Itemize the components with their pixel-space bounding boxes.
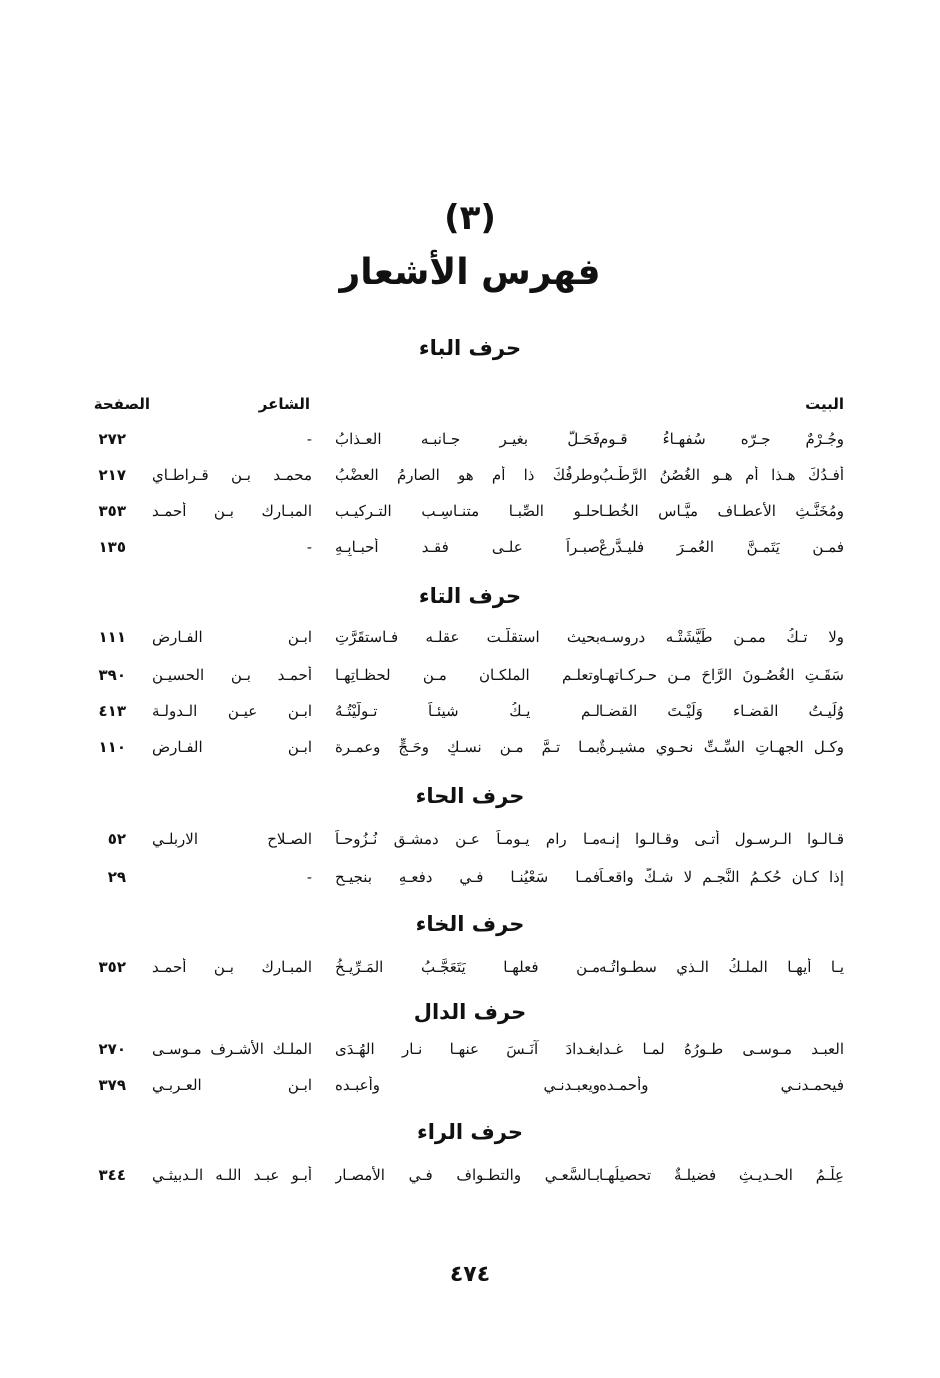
page-ref: ٣٤٤ [98,1166,126,1184]
poet-name: الملـك الأشـرف مـوسـى [152,1040,312,1058]
page-ref: ٣٥٣ [98,502,126,520]
verse-first-hemistich: قـالـوا الـرسـول أتـى وقـالـوا إنـه [599,830,844,848]
section-heading: حرف الخاء [415,912,525,936]
table-row [0,702,940,732]
poet-name: ابـن عيـن الـدولـة [152,702,312,720]
table-row [0,502,940,532]
section-heading: حرف الحاء [415,784,525,808]
verse-first-hemistich: عِلْـمُ الحـديـثِ فضيلـةٌ تحصيلُهـا [599,1166,844,1184]
poet-name: أحمـد بـن الحسيـن [152,666,312,684]
table-row [0,666,940,696]
table-row [0,430,940,460]
poet-name: ابـن العـربـي [152,1076,312,1094]
verse-second-hemistich: بمـا تـمَّ مـن نسـكٍ وحَـجٍّ وعمـرة [335,738,600,756]
verse-first-hemistich: إذا كـان حُكـمُ النَّجـم لا شـكَّ واقعـاً [599,868,844,886]
page-ref: ٢١٧ [98,466,126,484]
page-number: ٤٧٤ [449,1262,491,1287]
page-ref: ٤١٣ [98,702,126,720]
verse-second-hemistich: بغـدادَ آنَـسَ عنهـا نـار الهُـدَى [335,1040,600,1058]
page-ref: ١١٠ [98,738,126,756]
verse-first-hemistich: أفـدُكَ هـذا أم هـو الغُصُنُ الرَّطْـبُ [599,466,844,484]
verse-second-hemistich: وتعلـم الملكـان مـن لحظـاتِهـا [335,666,600,684]
page-column-header: الصفحة [93,395,150,413]
verse-second-hemistich: فَحَـلَّ بغيـر جـانبـه العـذابُ [335,430,600,448]
table-row [0,1166,940,1196]
table-row [0,868,940,898]
verse-second-hemistich: صبـراً علـى فقـد أحبـابِـهِ [335,538,600,556]
table-row [0,628,940,658]
section-heading: حرف الباء [418,336,522,360]
verse-column-header: البيت [805,395,844,413]
poet-column-header: الشاعر [258,395,310,413]
table-row [0,738,940,768]
page-ref: ١١١ [98,628,126,646]
verse-first-hemistich: فيحمـدنـي وأحمـده [599,1076,844,1094]
verse-second-hemistich: حلـو الصِّبـا متنـاسِـب التـركيـب [335,502,600,520]
verse-second-hemistich: وطرفُكَ ذا أم هو الصارمُ العضْبُ [335,466,600,484]
poet-name: ابـن الفـارض [152,628,312,646]
chapter-number: (٣) [444,198,496,238]
verse-first-hemistich: فمـن يَتَمـنَّ العُمـرَ فليـدَّرِعْ [599,538,844,556]
page-ref: ١٣٥ [98,538,126,556]
table-row [0,958,940,988]
verse-first-hemistich: ومُخَنَّـثِ الأعطـاف ميَّـاس الخُطـا [599,502,844,520]
verse-first-hemistich: ولا تـكُ ممـن طَيَّشَتْـه دروسـه [599,628,844,646]
verse-first-hemistich: وجُـرْمٌ جـرّه سُفهـاءُ قـوم [599,430,844,448]
page-ref: ٢٧٠ [98,1040,126,1058]
table-header [0,395,940,425]
page-ref: ٢٧٢ [98,430,126,448]
verse-second-hemistich: ويعبـدنـي وأعبـده [335,1076,600,1094]
verse-first-hemistich: سَقَـتِ الغُصُـونَ الرَّاحَ مـن حـركـاتهـا [599,666,844,684]
poet-name: - [306,538,312,556]
verse-second-hemistich: لـم يـكُ شيئـاً تـولَّيْتُـهُ [335,702,600,720]
verse-second-hemistich: بحيث استقلَّـت عقلـه فـاستقَرَّتِ [335,628,600,646]
verse-second-hemistich: مـا رام يـومـاً عـن دمشـق نُـزُوحـاً [335,830,600,848]
poet-name: محمـد بـن قـراطـاي [152,466,312,484]
table-row [0,1076,940,1106]
poet-name: الصـلاح الاربلـي [152,830,312,848]
table-row [0,538,940,568]
verse-first-hemistich: وكـل الجهـاتِ السِّـتِّ نحـوي مشيـرةٌ [599,738,844,756]
page-ref: ٣٩٠ [98,666,126,684]
section-heading: حرف التاء [418,584,522,608]
page-ref: ٥٢ [107,830,126,848]
poet-name: أبـو عبـد اللـه الـدبيثـي [152,1166,312,1184]
page-ref: ٢٩ [107,868,126,886]
table-row [0,830,940,860]
verse-second-hemistich: فمـا سَعْيُنـا فـي دفعـهِ بنجيـح [335,868,600,886]
verse-first-hemistich: يـا أيهـا الملـكُ الـذي سطـواتُـه [599,958,844,976]
chapter-title: فهرس الأشعار [339,252,601,293]
poet-name: ابـن الفـارض [152,738,312,756]
verse-first-hemistich: وُلِّيـتُ القضـاء وَلَيْـتَ القضـا [599,702,844,720]
verse-second-hemistich: مـن فعلهـا يَتَعَجَّـبُ المَـرِّيـخُ [335,958,600,976]
section-heading: حرف الدال [413,1000,527,1024]
verse-second-hemistich: بـالسَّعـي والتطـواف فـي الأمصـار [335,1166,600,1184]
poet-name: - [306,430,312,448]
table-row [0,1040,940,1070]
poet-name: - [306,868,312,886]
page-ref: ٣٧٩ [98,1076,126,1094]
section-heading: حرف الراء [417,1120,523,1144]
verse-first-hemistich: العبـد مـوسـى طـورُهُ لمـا غـدا [599,1040,844,1058]
page-ref: ٣٥٢ [98,958,126,976]
table-row [0,466,940,496]
poet-name: المبـارك بـن أحمـد [152,502,312,520]
poet-name: المبـارك بـن أحمـد [152,958,312,976]
